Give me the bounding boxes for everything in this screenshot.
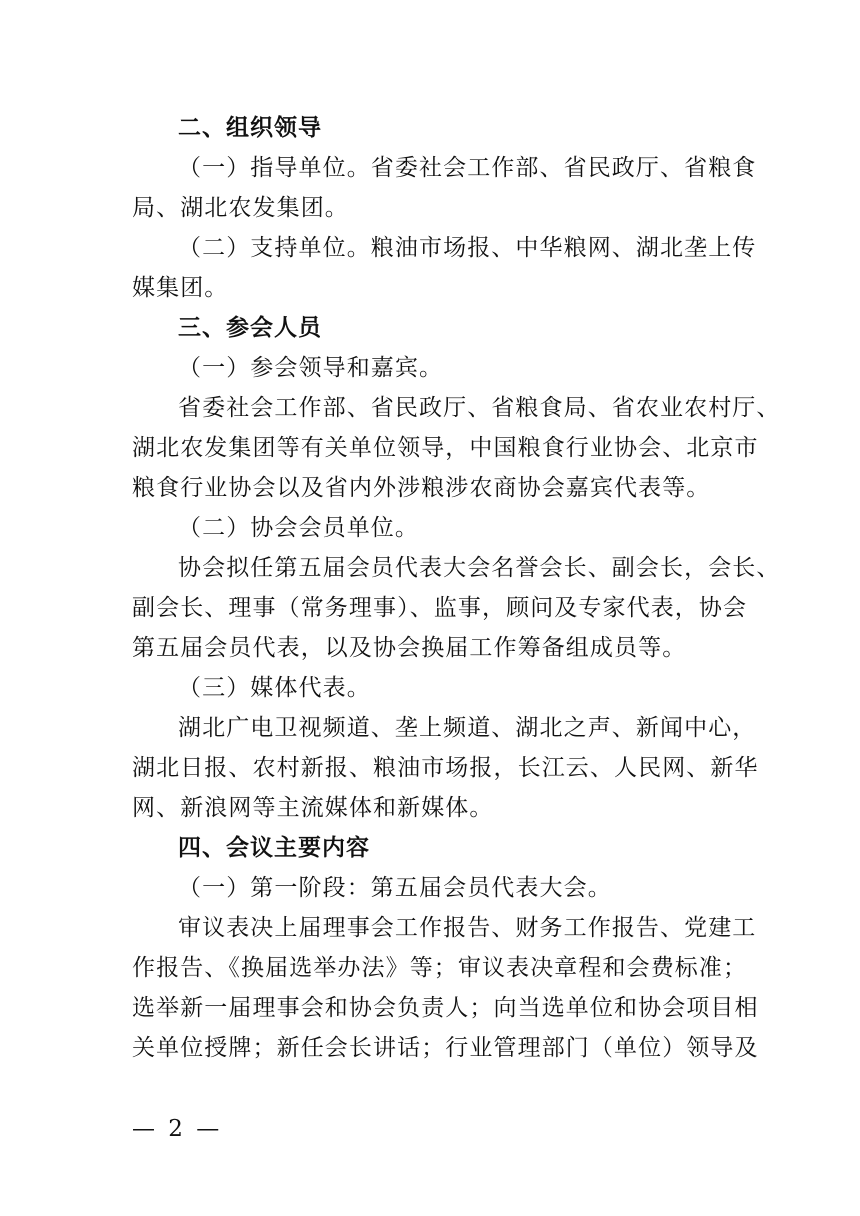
text-line: （一）指导单位。省委社会工作部、省民政厅、省粮食 — [178, 155, 757, 181]
text-line: 协会拟任第五届会员代表大会名誉会长、副会长，会长、 — [178, 555, 781, 581]
text-line: 粮食行业协会以及省内外涉粮涉农商协会嘉宾代表等。 — [132, 475, 711, 501]
text-line: 审议表决上届理事会工作报告、财务工作报告、党建工 — [178, 915, 757, 941]
text-line: 局、湖北农发集团。 — [132, 195, 349, 221]
text-line: 第五届会员代表，以及协会换届工作筹备组成员等。 — [132, 635, 687, 661]
section-heading-organization: 二、组织领导 — [178, 115, 322, 141]
text-line: 选举新一届理事会和协会负责人；向当选单位和协会项目相 — [132, 995, 759, 1021]
text-line: 湖北广电卫视频道、垄上频道、湖北之声、新闻中心， — [178, 715, 757, 741]
page-number: — 2 — — [132, 1116, 223, 1142]
subsection-title: （一）第一阶段：第五届会员代表大会。 — [178, 875, 612, 901]
subsection-title: （三）媒体代表。 — [178, 675, 371, 701]
subsection-title: （二）协会会员单位。 — [178, 515, 419, 541]
text-line: （二）支持单位。粮油市场报、中华粮网、湖北垄上传 — [178, 235, 757, 261]
text-line: 湖北农发集团等有关单位领导，中国粮食行业协会、北京市 — [132, 435, 759, 461]
subsection-title: （一）参会领导和嘉宾。 — [178, 355, 444, 381]
text-line: 关单位授牌；新任会长讲话；行业管理部门（单位）领导及 — [132, 1035, 759, 1061]
text-line: 省委社会工作部、省民政厅、省粮食局、省农业农村厅、 — [178, 395, 781, 421]
text-line: 副会长、理事（常务理事）、监事，顾问及专家代表，协会 — [132, 595, 748, 621]
text-line: 媒集团。 — [132, 275, 229, 301]
text-line: 湖北日报、农村新报、粮油市场报，长江云、人民网、新华 — [132, 755, 759, 781]
section-heading-main-content: 四、会议主要内容 — [178, 835, 370, 861]
text-line: 网、新浪网等主流媒体和新媒体。 — [132, 795, 494, 821]
section-heading-participants: 三、参会人员 — [178, 315, 322, 341]
text-line: 作报告、《换届选举办法》等；审议表决章程和会费标准； — [132, 955, 748, 981]
